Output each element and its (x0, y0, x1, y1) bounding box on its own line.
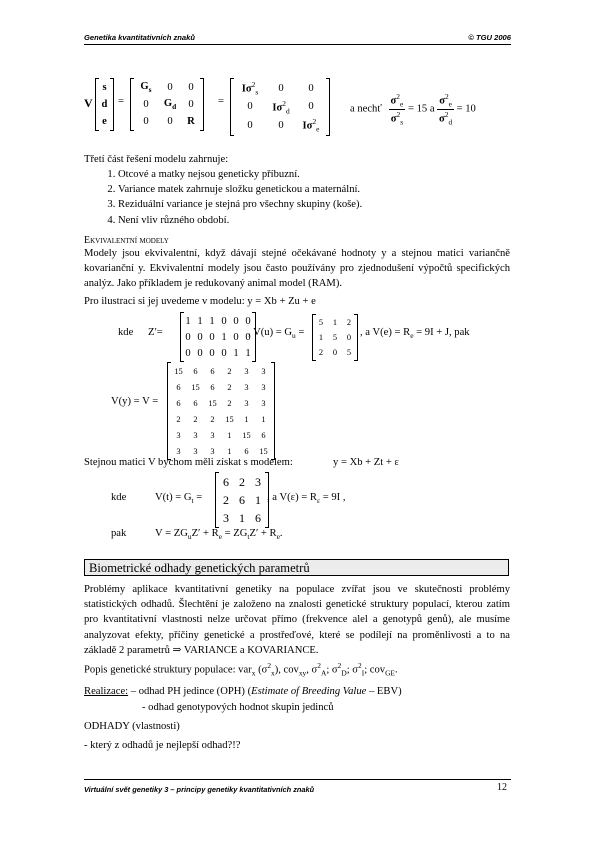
eq1-equals-2: = (218, 96, 224, 107)
g-cell: 0 (143, 99, 149, 110)
vy-cell: 3 (176, 430, 181, 440)
illustration-line: Pro ilustraci si jej uvedeme v modelu: y = Xb + Zu + e (84, 296, 316, 307)
z-cell: 1 (245, 347, 251, 359)
i-cell: 0 (278, 82, 284, 94)
pak-label: pak (111, 528, 127, 539)
g-cell: G (163, 97, 173, 109)
eq1-ratio1: = 15 (407, 103, 428, 115)
running-header (84, 33, 511, 42)
eq1-ratio2: = 10 (456, 103, 476, 115)
z-cell: 0 (197, 331, 203, 343)
g-cell: 0 (167, 82, 173, 93)
z-cell: 0 (209, 347, 215, 359)
vy-cell: 6 (210, 382, 215, 392)
z-cell: 0 (233, 331, 239, 343)
list-item: 4. Není vliv různého období. (118, 213, 514, 228)
z-cell: 0 (245, 315, 251, 327)
gt-cell: 6 (255, 510, 261, 525)
stejnou-line: Stejnou matici V bychom měli získat s modelem: (84, 457, 293, 468)
z-cell: 0 (185, 347, 191, 359)
vy-cell: 15 (225, 414, 234, 424)
vy-cell: 6 (193, 366, 198, 376)
intro-text: Třetí část řešení modelu zahrnuje: (84, 154, 229, 165)
realizace-line1: Realizace: – odhad PH jedince (OPH) (Estimate of Breeding Value – EBV) (84, 686, 402, 697)
gu-cell: 0 (332, 348, 338, 357)
vy-cell: 6 (210, 366, 215, 376)
kde-label: kde (118, 327, 134, 338)
z-cell: 0 (185, 331, 191, 343)
eq1-equals-1: = (118, 96, 124, 107)
gt-cell: 2 (239, 474, 245, 489)
vy-cell: 3 (210, 430, 215, 440)
g-sub: d (172, 102, 177, 112)
z-cell: 1 (209, 315, 215, 327)
vy-cell: 3 (193, 430, 198, 440)
gt-cell: 6 (239, 492, 245, 507)
vt-label: $V(t) = G_t$ = (155, 492, 203, 506)
page-number: 12 (497, 782, 507, 793)
i-cell: Iσ (272, 102, 283, 114)
vy-cell: 3 (261, 398, 266, 408)
vy-cell: 15 (208, 398, 217, 408)
vy-cell: 3 (261, 382, 266, 392)
z-cell: 1 (185, 315, 191, 327)
vy-cell: 3 (244, 398, 249, 408)
i-cell: 0 (278, 120, 284, 132)
vy-cell: 6 (176, 382, 181, 392)
model2-formula: y = Xb + Zt + ε (333, 457, 399, 468)
kde2-label: kde (111, 492, 127, 503)
g-cell: 0 (167, 116, 173, 127)
footer-rule (84, 779, 511, 780)
pak-formula: $V = ZG_uZ' + R_e = ZG_tZ' + R_e$. (155, 528, 283, 542)
ve-label: , a $V(e) = R_e = 9I + J$, pak (360, 327, 470, 341)
z-cell: 0 (233, 315, 239, 327)
gt-cell: 6 (223, 474, 229, 489)
header-title: Genetika kvantitativních znaků (84, 33, 195, 42)
gu-cell: 5 (318, 318, 324, 327)
g-cell: R (187, 116, 195, 127)
vec-s: s (102, 82, 107, 93)
g-cell: 0 (143, 116, 149, 127)
vu-label: , $V(u) = G_u$ = (248, 327, 305, 341)
gu-cell: 1 (332, 318, 338, 327)
z-cell: 1 (233, 347, 239, 359)
z-cell: 0 (245, 331, 251, 343)
gu-cell: 1 (318, 333, 324, 342)
vec-e: e (102, 116, 107, 127)
g-sub: s (148, 85, 152, 95)
bio-paragraph: Problémy aplikace kvantitativní genetiky na populace zvířat jsou ve skutečnosti problémy statistických odhadů. Šlechtění je založeno na znalosti genetické struktury populací, kterou zatím pro kvantitativní vlastnosti nelze určovat přímo (frekvence alel a genotypů genů), ale musíme analyzovat efekty, příčiny genetické a prostřeďové, které se podílejí na proměnlivosti a to na základě 2 parametrů ⇒ VARIANCE a KOVARIANCE. (84, 584, 510, 656)
gu-cell: 2 (318, 348, 324, 357)
gt-cell: 1 (255, 492, 261, 507)
eq1-g-matrix (130, 78, 204, 131)
gt-cell: 1 (239, 510, 245, 525)
z-cell: 0 (209, 331, 215, 343)
gt-cell: 2 (223, 492, 229, 507)
assumption-list (84, 167, 514, 228)
vy-cell: 15 (259, 446, 268, 456)
vy-cell: 3 (261, 366, 266, 376)
i-cell: Iσ (302, 120, 313, 132)
odhady-heading: ODHADY (vlastnosti) (84, 721, 180, 732)
vy-cell: 3 (244, 366, 249, 376)
vy-cell: 2 (210, 414, 215, 424)
vy-cell: 6 (244, 446, 249, 456)
i-sub: d (285, 106, 290, 116)
z-matrix (180, 312, 256, 362)
eq1-a: a (429, 103, 435, 115)
vy-matrix (167, 362, 275, 460)
vy-cell: 3 (176, 446, 181, 456)
realizace-label: Realizace: (84, 686, 129, 697)
vy-cell: 6 (261, 430, 266, 440)
ekv-heading: Ekvivalentní modely (84, 235, 169, 246)
vy-label: V(y) = V = (111, 396, 159, 407)
g-cell: 0 (188, 82, 194, 93)
g-cell: 0 (188, 99, 194, 110)
ekv-paragraph: Modely jsou ekvivalentní, když dávají stejné očekávané hodnoty y a stejnou matici variančně kovarianční y. Ekvivalentní modely jsou často používány pro zjednodušení výpočtů specifických analýz. Jako příkladem je redukovaný animal model (RAM). (84, 248, 510, 290)
eq1-vector (95, 78, 114, 131)
gu-cell: 5 (332, 333, 338, 342)
gt-cell: 3 (223, 510, 229, 525)
i-cell: 0 (308, 101, 314, 113)
vy-cell: 3 (210, 446, 215, 456)
realizace-line2: - odhad genotypových hodnot skupin jedinců (142, 702, 334, 713)
vy-cell: 1 (227, 430, 232, 440)
gu-cell: 2 (346, 318, 352, 327)
z-cell: 1 (221, 331, 227, 343)
vy-cell: 3 (244, 382, 249, 392)
i-cell: 0 (308, 82, 314, 94)
z-label: Z′= (148, 327, 163, 338)
vy-cell: 1 (261, 414, 266, 424)
vy-cell: 1 (227, 446, 232, 456)
vy-cell: 6 (193, 398, 198, 408)
vy-cell: 3 (193, 446, 198, 456)
z-cell: 0 (221, 347, 227, 359)
vy-cell: 2 (227, 398, 232, 408)
gu-cell: 0 (346, 333, 352, 342)
vy-cell: 15 (174, 366, 183, 376)
vy-cell: 15 (242, 430, 251, 440)
gt-matrix (215, 472, 269, 528)
gt-cell: 3 (255, 474, 261, 489)
header-rule (84, 44, 511, 45)
eq1-v: V (84, 96, 93, 110)
vy-cell: 2 (227, 366, 232, 376)
i-sub: e (316, 124, 320, 134)
g-cell: G (140, 80, 149, 92)
gu-matrix (312, 314, 358, 361)
ve2-label: , a $V(\varepsilon) = R_\varepsilon = 9I$ , (267, 492, 346, 506)
vy-cell: 2 (176, 414, 181, 424)
list-item: 1. Otcové a matky nejsou geneticky příbuzní. (118, 167, 514, 182)
vy-cell: 6 (176, 398, 181, 408)
eq1-ratios: a nechť $\frac{\sigma^2_e}{\sigma^2_s}$ = 15 a $\frac{\sigma^2_e}{\sigma^2_d}$ = 10 (350, 92, 476, 127)
list-item: 2. Variance matek zahrnuje složku genetickou a maternální. (118, 182, 514, 197)
i-cell: 0 (247, 101, 253, 113)
eq1-i-matrix: $I\sigma^2_s$ 0 0 0 $I\sigma^2_d$ 0 0 0 $I\sigma^2_e$ (230, 78, 330, 136)
header-copyright: © TGU 2006 (468, 33, 511, 42)
vy-cell: 15 (191, 382, 200, 392)
vy-cell: 2 (193, 414, 198, 424)
popis-line: Popis genetické struktury populace: var$_x$ $(\sigma^2_x)$, cov$_{xy}$, $\sigma^2_A$; $\sigma^2_D$; $\sigma^2_I$; cov$_{GE}$. (84, 661, 398, 678)
gu-cell: 5 (346, 348, 352, 357)
i-sub: s (255, 87, 259, 97)
vy-cell: 1 (244, 414, 249, 424)
vec-d: d (101, 99, 108, 110)
z-cell: 0 (197, 347, 203, 359)
vy-cell: 2 (227, 382, 232, 392)
eq1-nech: a nechť (350, 103, 382, 115)
z-cell: 0 (221, 315, 227, 327)
i-cell: 0 (247, 120, 253, 132)
footer-title: Virtuální svět genetiky 3 – principy genetiky kvantitativních znaků (84, 785, 315, 794)
z-cell: 1 (197, 315, 203, 327)
i-cell: Iσ (241, 83, 252, 95)
section-heading: Biometrické odhady genetických parametrů (84, 559, 509, 576)
question-line: - který z odhadů je nejlepší odhad?!? (84, 740, 241, 751)
list-item: 3. Reziduální variance je stejná pro všechny skupiny (koše). (118, 197, 514, 212)
